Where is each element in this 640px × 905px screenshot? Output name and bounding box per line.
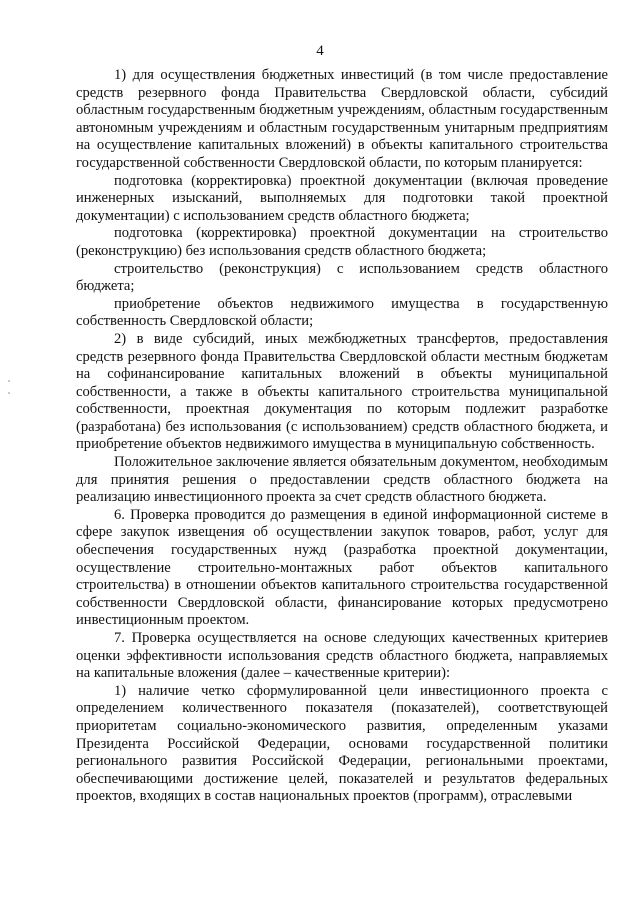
paragraph-construction: строительство (реконструкция) с использованием средств областного бюджета; (76, 260, 608, 295)
paragraph-subsidies: 2) в виде субсидий, иных межбюджетных трансфертов, предоставления средств резервного фонда Правительства Свердловской области местным бюджетам на софинансирование капитальных вложений в объекты муниципальной собственности, а также в объекты капитального строительства муниципальной собственности, проектная документация по которым подлежит разработке (разработана) без использования (с использованием) средств областного бюджета, и приобретение объектов недвижимого имущества в муниципальную собственность. (76, 330, 608, 453)
paragraph-criterion-1: 1) наличие четко сформулированной цели инвестиционного проекта с определением количественного показателя (показателей), соответствующей приоритетам социально-экономического развития, определенным указами Президента Российской Федерации, основами государственной политики регионального развития Российской Федерации, региональными проектами, обеспечивающими достижение целей, показателей и результатов федеральных проектов, входящих в состав национальных проектов (программ), отраслевыми (76, 682, 608, 805)
paragraph-item-6-check-timing: 6. Проверка проводится до размещения в единой информационной системе в сфере закупок извещения об осуществлении закупок товаров, работ, услуг для обеспечения государственных нужд (разработка проектной документации, осуществление строительно-монтажных работ объектов капитального строительства) в отношении объектов капитального строительства государственной собственности Свердловской области, финансирование которых предусмотрено инвестиционным проектом. (76, 506, 608, 629)
page-number: 4 (316, 43, 324, 59)
paragraph-design-docs-with-budget: подготовка (корректировка) проектной документации (включая проведение инженерных изысканий, выполняемых для подготовки такой проектной документации) с использованием средств областного бюджета; (76, 172, 608, 224)
scan-mark (8, 380, 10, 382)
paragraph-property-acquisition: приобретение объектов недвижимого имущества в государственную собственность Свердловской области; (76, 295, 608, 330)
paragraph-budget-investments: 1) для осуществления бюджетных инвестиций (в том числе предоставление средств резервного фонда Правительства Свердловской области, субсидий областным государственным бюджетным учреждениям, областным государственным автономным учреждениям и областным государственным унитарным предприятиям на осуществление капитальных вложений) в объекты капитального строительства государственной собственности Свердловской области, по которым планируется: (76, 67, 608, 171)
paragraph-design-docs-without-budget: подготовка (корректировка) проектной документации на строительство (реконструкцию) без использования средств областного бюджета; (76, 225, 608, 259)
scan-mark (8, 392, 10, 394)
paragraph-positive-conclusion: Положительное заключение является обязательным документом, необходимым для принятия решения о предоставлении средств областного бюджета на реализацию инвестиционного проекта за счет средств областного бюджета. (76, 454, 608, 506)
document-body (76, 67, 608, 806)
paragraph-item-7-quality-criteria: 7. Проверка осуществляется на основе следующих качественных критериев оценки эффективности использования средств областного бюджета, направляемых на капитальные вложения (далее – качественные критерии): (76, 630, 608, 682)
